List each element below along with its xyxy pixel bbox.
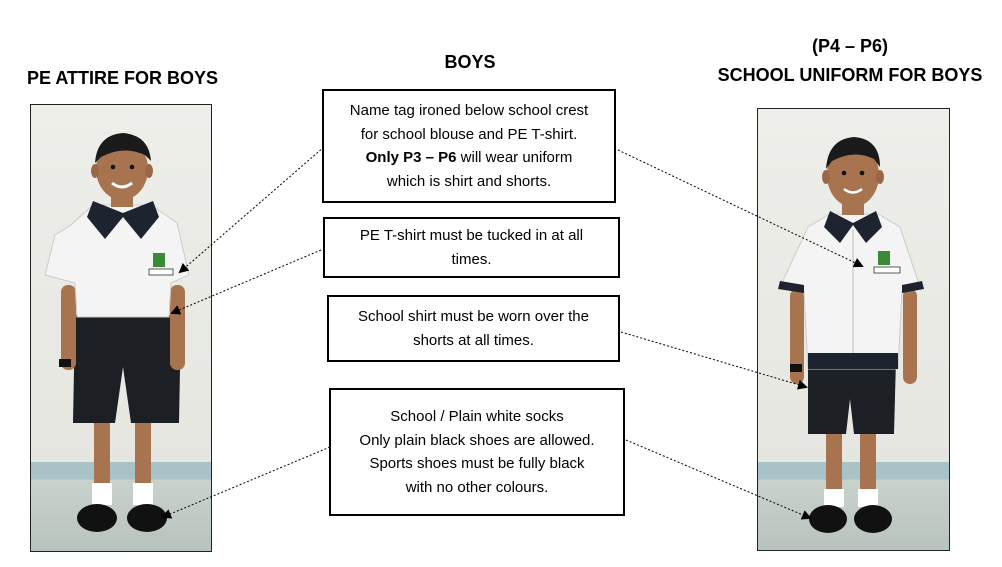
name-tag-note [322,89,616,203]
shirt-note-line1: School shirt must be worn over the [358,308,589,325]
name-tag-note-line3 [332,146,606,170]
pe-attire-photo [30,104,212,552]
footwear-note-line2: Only plain black shoes are allowed. [359,431,595,449]
tshirt-note-line2: times. [451,250,492,268]
name-tag-note-line1: Name tag ironed below school crest [349,102,589,119]
name-tag-note-line3-rest: will wear uniform [456,149,573,166]
footwear-note-line4: with no other colours. [405,478,549,496]
grade-emphasis: Only P3 – P6 [365,149,457,166]
boy-pe-attire-illustration [31,105,211,551]
shirt-over-shorts-note [327,295,620,362]
pe-attire-heading: PE ATTIRE FOR BOYS [26,68,218,88]
boys-heading: BOYS [444,52,496,72]
grade-range-heading: (P4 – P6) [811,36,889,56]
name-tag-note-line4: which is shirt and shorts. [386,172,552,190]
tshirt-tucked-note [323,217,620,278]
footwear-note [329,388,625,516]
footwear-note-line1: School / Plain white socks [390,408,564,425]
tshirt-note-line1: PE T-shirt must be tucked in at all [359,227,584,244]
school-uniform-heading: SCHOOL UNIFORM FOR BOYS [717,65,983,85]
school-uniform-photo [757,108,950,551]
boy-school-uniform-illustration [758,109,949,550]
shirt-note-line2: shorts at all times. [413,331,534,349]
name-tag-note-line2: for school blouse and PE T-shirt. [360,125,578,143]
footwear-note-line3: Sports shoes must be fully black [369,455,585,472]
